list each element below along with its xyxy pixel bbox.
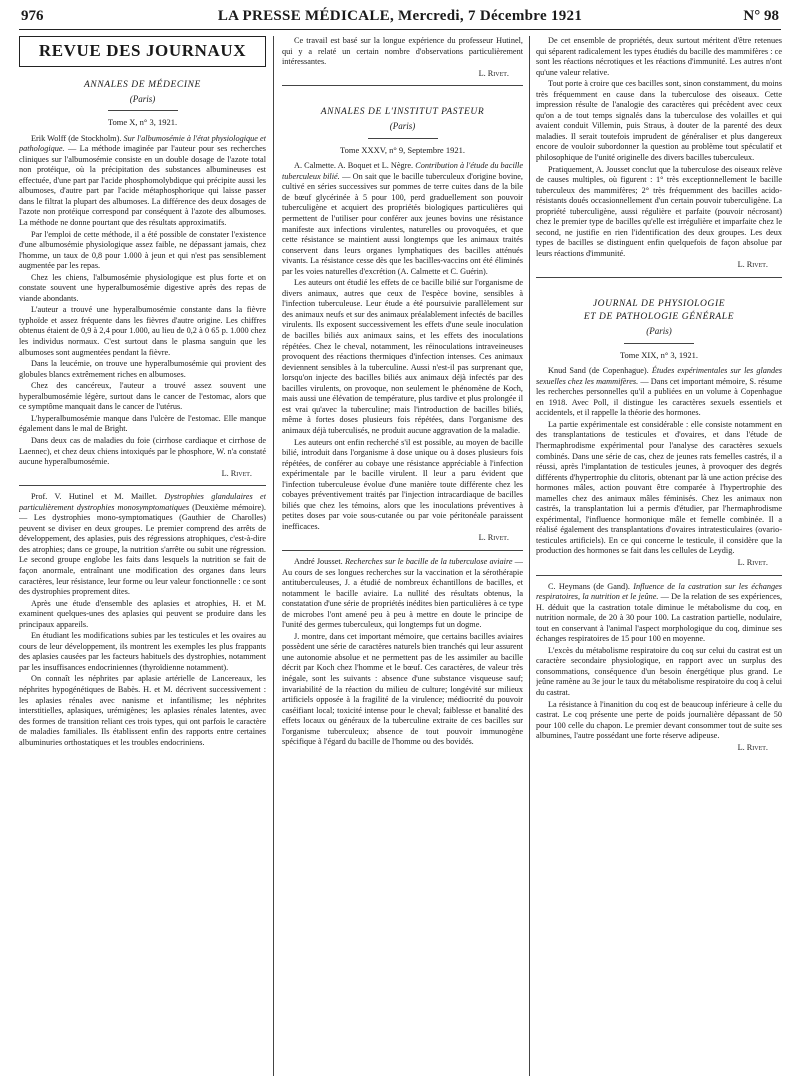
column-2 — [282, 36, 523, 1076]
divider — [624, 343, 694, 344]
signature: L. Rivet. — [737, 557, 768, 567]
signature: L. Rivet. — [737, 742, 768, 752]
column-3 — [536, 36, 782, 1076]
section-banner: REVUE DES JOURNAUX — [19, 36, 266, 67]
article-separator — [282, 550, 523, 551]
article-paragraph: Erik Wolff (de Stockholm). Sur l'albumosémie à l'état physiologique et pathologique. — La méthode imaginée par l'auteur pour ses recherches cliniques sur l'albumosémie consiste en un double dosage de l'azote total non protéique, où la précipitation des substances albumineuses est effectuée, d'une part par l'acide phosphomolybdique qui précipite aussi les albumoses, d'autre part par l'acide métaphosphorique qui laisse passer dans le filtrat la plupart des albumoses. La différence des deux dosages de l'azote non protéique correspond par conséquent à l'azote des albumoses. La méthode ne donne pourtant que des résultats approximatifs. — [19, 133, 266, 228]
page-number: 976 — [21, 8, 44, 24]
column-1 — [19, 36, 266, 1076]
article-paragraph: La résistance à l'inanition du coq est de beaucoup inférieure à celle du castrat. Le coq présente une perte de poids journalière dépassant de 50 pour 100 celle du chapon. Le premier devant consommer tout de suite ses albumines, l'autre possédant une forte réserve adipeuse. — [536, 699, 782, 741]
article-paragraph: Les auteurs ont étudié les effets de ce bacille bilié sur l'organisme de divers animaux, autres que ceux de l'espèce bovine, sensibles à l'infection tuberculeuse. Leur étude a été poursuivie parallèlement sur des animaux neufs et sur des animaux préalablement infectés de bacilles virulents. Ils exposent successivement les effets d'une seule inoculation de bacilles biliés aux animaux sains, et les effets des inoculations répétées. Chez le cheval, notamment, les réinoculations intraveineuses provoquent des réactions thermiques d'infection intenses. Ces animaux deviennent sensibles à la tuberculine. Aussi n'est-il pas surprenant que, lorsqu'on injecte des bacilles biliés aux animaux déjà infectés par des bacilles virulents, on provoque, non seulement le phénomène de Koch, mais aussi une élévation de température, plus tardive et plus prolongée il est vrai qu'avec la tuberculine; mais l'introduction de bacilles biliés, même à fortes doses plusieurs fois répétées, dans l'organisme des animaux déjà tuberculisés, ne produit aucune aggravation de la maladie. — [282, 278, 523, 435]
signature: L. Rivet. — [221, 468, 252, 478]
article-paragraph: En étudiant les modifications subies par les testicules et les ovaires au cours de leur développement, ils montrent les exemples les plus frappants des aplasies causées par les facteurs habituels des dystrophies, notamment par les insuffisances endocriniennes (thyroïdienne notamment). — [19, 631, 266, 672]
issue-line: Tome XXXV, n° 9, Septembre 1921. — [340, 144, 465, 155]
article-paragraph: L'excès du métabolisme respiratoire du coq sur celui du castrat est un caractère secondaire physiologique, en rapport avec un surplus des consommations, conséquence d'un besoin énergétique plus grand. Le jeûne ramène au 3e jour le taux du métabolisme respiratoire du coq à celui du castrat. — [536, 645, 782, 697]
issue-line: Tome XIX, n° 3, 1921. — [619, 349, 699, 360]
signature: L. Rivet. — [737, 260, 768, 270]
article-paragraph: On connaît les néphrites par aplasie artérielle de Lancereaux, les néphrites hypogénétiques de Babès. H. et M. décrivent successivement : les aplasies rénales avec nanisme et infantilisme; les néphrites interstitielles, aplasiques, urémigènes; les aplasies rénales latentes, avec des formes de transition reliant ces trois types, qui ont parfois le caractère de maladies familiales. Ils établissent enfin des rapports entre certaines albuminuries orthostatiques et les troubles endocriniens. — [19, 674, 266, 747]
article-paragraph: C. Heymans (de Gand). Influence de la castration sur les échanges respiratoires, la nutrition et le jeûne. — De la relation de ses expériences, H. déduit que la castration totale diminue le métabolisme du coq, en nutrition normale, de 20 à 30 pour 100. La castration partielle, nodulaire, tout en conservant à l'animal l'aspect morphologique du coq, diminue ses échanges respiratoires de 15 pour 100 en moyenne. — [536, 581, 782, 644]
divider — [368, 138, 438, 139]
article-separator — [536, 277, 782, 278]
journal-city: (Paris) — [389, 121, 416, 132]
journal-city: (Paris) — [646, 326, 672, 337]
article-separator — [282, 85, 523, 86]
article-paragraph: La partie expérimentale est considérable : elle consiste notamment en des transplantations de testicules et d'ovaires, et dans l'étude de l'hermaphrodisme expérimental pour l'analyse des caractères sexuels combinés. Dans une série de cas, chez de jeunes rats femelles castrés, il a réussi, après l'implantation de testicules jeunes, à provoquer des degrés différents d'hypertrophie du clitoris, obtenant par là une action précise des hormones mâles, action pouvant être comparée à l'hypertrophie des mamelles chez des animaux mâles féminisés. Chez les animaux non castrés, la transplantation lui a permis d'étudier, par l'hermaphrodisme expérimental, l'influence hormonique mâle et femelle combinée. Il a réalisé également des transplantations d'ovaires intratesticulaires (ovario-testicules artificiels). En ce qui concerne le testicule, il considère que la production des hormones se fait dans les cellules de Leydig. — [536, 419, 782, 556]
article-paragraph: Dans deux cas de maladies du foie (cirrhose cardiaque et cirrhose de Laennec), et chez deux chiens intoxiqués par le phosphore, W. n'a constaté aucune hyperalbumosémie. — [19, 435, 266, 467]
article-paragraph: L'auteur a trouvé une hyperalbumosémie constante dans la fièvre typhoïde et assez fréquente dans les fièvres d'autre origine. Les chiffres obtenus étaient de 0,9 à 2,4 pour 1.000, au lieu de 0,2 à 0 65 p. 1.000 chez les individus normaux. C'est surtout dans le plasma sanguin que les albumoses sont augmentées pendant la fièvre. — [19, 305, 266, 357]
issue-line: Tome X, n° 3, 1921. — [107, 117, 178, 128]
column-divider — [273, 36, 274, 1076]
article-paragraph: Ce travail est basé sur la longue expérience du professeur Hutinel, qui y a relaté un certain nombre d'observations particulièrement intéressantes. — [282, 36, 523, 67]
article-separator — [536, 575, 782, 576]
article-paragraph: Après une étude d'ensemble des aplasies et atrophies, H. et M. examinent quelques-unes des aplasies qui peuvent se produire dans les principaux appareils. — [19, 598, 266, 629]
article-paragraph: Dans la leucémie, on trouve une hyperalbumosémie qui provient des globules blancs extrêmement riches en albumoses. — [19, 359, 266, 379]
journal-section-title: ANNALES DE MÉDECINE — [84, 79, 201, 90]
divider — [108, 110, 178, 111]
article-paragraph: Pratiquement, A. Jousset conclut que la tuberculose des oiseaux relève de causes multiples, où figurent : 1° très exceptionnellement le bacille tuberculeux des mammifères; 2° très fréquemment des bacilles acido-résistants doués occasionnellement d'un certain pouvoir tuberculigène. La propriété tuberculigène, aussi régulière et parfaite (pouvoir nécrosant) chez le premier type de bacilles qu'elle est irrégulière et imparfaite chez le second, ne justifie en rien l'identification des deux groupes. Les deux types de bacilles se distinguent enfin quelquefois de façon absolue par leurs réactions d'immunité. — [536, 164, 782, 258]
signature: L. Rivet. — [478, 533, 509, 543]
journal-city: (Paris) — [129, 93, 156, 104]
article-paragraph: Par l'emploi de cette méthode, il a été possible de constater l'existence d'une albumosémie physiologique assez faible, ne dépassant jamais, chez l'homme, un taux de 0,8 pour 1.000 à jeun et qui n'est pas sensiblement augmentée par les repas. — [19, 229, 266, 271]
journal-section-title: JOURNAL DE PHYSIOLOGIE — [592, 299, 726, 310]
article-paragraph: A. Calmette. A. Boquet et L. Nègre. Contribution à l'étude du bacille tuberculeux bilié. — On sait que le bacille tuberculeux d'origine bovine, cultivé en séries successives sur pommes de terre cuites dans de la bile de bœuf glycérinée à 5 pour 100, perd graduellement son pouvoir tuberculigène et acquiert des propriétés biologiques particulières qui permettent de l'utiliser pour conférer aux jeunes bovins une résistance manifeste aux infections virulentes, naturelles ou provoquées, et que cette résistance se maintient aussi longtemps que les animaux traités conservent dans leurs organes lymphatiques des bacilles atténués vivants. La résistance cesse dès que les bacilles-vaccins ont été éliminés par les voies naturelles d'excrétion (A. Calmette et C. Guérin). — [282, 161, 523, 276]
page-header — [19, 6, 781, 30]
article-paragraph: Chez les chiens, l'albumosémie physiologique est plus forte et on constate souvent une hyperalbumosémie digestive après des repas de viande abondants. — [19, 272, 266, 303]
article-paragraph: Les auteurs ont enfin recherché s'il est possible, au moyen de bacille bilié, introduit dans l'organisme à dose unique ou à doses plusieurs fois répétées, de conférer au cobaye une résistance appréciable à l'infection expérimentale par le bacille virulent. Il leur a paru évident que l'infection tuberculeuse évolue d'une manière toute différente chez les cobayes préventivement traités par l'injection intracardiaque de bacilles biliés que chez les témoins, alors que les inoculations préventives à petites doses par voie sous-cutanée ou par voie péritonéale paraissent inefficaces. — [282, 437, 523, 531]
article-paragraph: Knud Sand (de Copenhague). Études expérimentales sur les glandes sexuelles chez les mammifères. — Dans cet important mémoire, S. résume les recherches personnelles qu'il a publiées en un volume à Copenhague en 1918. Avec Poll, il distingue les caractères sexuels essentiels et accidentels, et il rappelle la théorie des hormones. — [536, 366, 782, 418]
article-paragraph: J. montre, dans cet important mémoire, que certains bacilles aviaires possèdent une série de caractères naturels bien tranchés qui leur assurent une autonomie absolue et ne permettent pas de les assimiler au bacille décrit par Koch chez l'homme et le bœuf. Ces caractères, de valeur très inégale, sont les suivants : absence d'une substance visqueuse sauf; invariabilité de la réaction du milieu de culture; longévité sur milieux artificiels opposée à la fragilité de la virulence; médiocrité du pouvoir caséifiant local; toxicité intense pour le cheval; faiblesse et banalité des effets locaux ou généraux de la tuberculine extraite de ces bacilles sur l'organisme tuberculeux; absence de tout pouvoir immunogène spécifique à l'égard du bacille de l'homme ou des bovidés. — [282, 631, 523, 747]
column-divider — [529, 36, 530, 1076]
issue-number: N° 98 — [743, 8, 779, 24]
article-paragraph: André Jousset. Recherches sur le bacille de la tuberculose aviaire — Au cours de ses longues recherches sur la vaccination et la sérothérapie antituberculeuses, J. a étudié de nombreux échantillons de bacilles, et notamment le bacille aviaire. La nullité des résultats obtenus, la constatation d'une série de propriétés inédites bien particulières à ce type de microbes l'ont amené peu à peu à mettre en doute le principe de l'unité des germes tuberculeux, qui longtemps fut un dogme. — [282, 556, 523, 630]
article-separator — [19, 485, 266, 486]
article-paragraph: L'hyperalbumosémie manque dans l'ulcère de l'estomac. Elle manque également dans le mal de Bright. — [19, 413, 266, 434]
article-paragraph: De cet ensemble de propriétés, deux surtout méritent d'être retenues qui séparent radicalement les types étudiés du bacille des mammifères : ce sont les réactions nécrotiques et les réactions d'immunité. Les autres n'ont qu'une valeur relative. — [536, 36, 782, 77]
journal-section-title: ET DE PATHOLOGIE GÉNÉRALE — [583, 312, 735, 323]
article-paragraph: Tout porte à croire que ces bacilles sont, sinon constamment, du moins très fréquemment en cause dans la tuberculose des oiseaux. Cette impression résulte de l'analogie des caractères qui précèdent avec ceux qu'on a de tout temps signalés dans la tuberculose des volailles et qui avaient conduit Villemin, puis Straus, à douter de la parenté des deux maladies. Il serait toutefois imprudent de généraliser et plus dangereux encore de vouloir subordonner la question au problème tout spéculatif et philosophique de l'unité originelle des divers bacilles tuberculeux. — [536, 79, 782, 163]
journal-title: LA PRESSE MÉDICALE, Mercredi, 7 Décembre 1921 — [217, 8, 583, 24]
signature: L. Rivet. — [478, 68, 509, 78]
article-paragraph: Prof. V. Hutinel et M. Maillet. Dystrophies glandulaires et particulièrement dystrophies monosymptomatiques (Deuxième mémoire). — Les dystrophies mono-symptomatiques (Gauthier de Charolles) peuvent se diviser en deux groupes. Le premier comprend des arrêts de développement, des aplasies, puis des régressions atrophiques, c'est-à-dire des atrophies; dans ce groupe, la nutrition s'arrête ou subit une régression. Le second groupe englobe les faits dans lesquels la nutrition se fait de façon anormale, entraînant une modification des organes dans leurs caractères, leur résistance, leur forme ou leur valeur fonctionnelle : ce sont des dystrophies proprement dites. — [19, 492, 266, 597]
journal-section-title: ANNALES DE L'INSTITUT PASTEUR — [320, 107, 485, 118]
article-paragraph: Chez des cancéreux, l'auteur a trouvé assez souvent une hyperalbumosémie légère, surtout dans le cancer de l'estomac, alors que ce symptôme manquait dans le cancer de l'utérus. — [19, 381, 266, 412]
